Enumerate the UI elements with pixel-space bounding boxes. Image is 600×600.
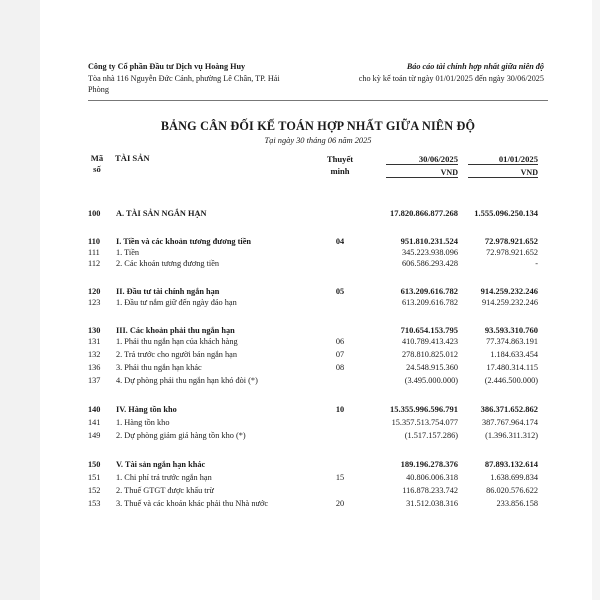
row-value-current: 15.357.513.754.077 (391, 418, 458, 427)
row-label: 2. Các khoản tương đương tiền (116, 259, 220, 268)
row-value-prior: 914.259.232.246 (481, 298, 538, 307)
row-label: 4. Dự phòng phải thu ngắn hạn khó đòi (*) (116, 376, 258, 385)
row-note: 05 (335, 287, 345, 296)
row-value-current: 40.806.006.318 (406, 473, 458, 482)
row-code: 137 (88, 376, 101, 385)
table-row (88, 459, 548, 470)
row-value-prior: (2.446.500.000) (484, 376, 538, 385)
table-row (88, 208, 548, 219)
row-value-prior: - (535, 259, 538, 268)
row-label: 1. Hàng tồn kho (116, 418, 170, 427)
row-value-prior: 233.856.158 (496, 499, 538, 508)
viewer-right-margin (592, 0, 600, 600)
row-note: 08 (335, 363, 345, 372)
table-row (88, 236, 548, 247)
table-row (88, 485, 548, 496)
row-note: 15 (335, 473, 345, 482)
row-label: 1. Đầu tư nắm giữ đến ngày đáo hạn (116, 298, 237, 307)
row-value-prior: 77.374.863.191 (486, 337, 538, 346)
row-code: 141 (88, 418, 101, 427)
company-address-line2: Phòng (88, 85, 109, 94)
row-value-current: 31.512.038.316 (406, 499, 458, 508)
row-code: 100 (88, 209, 101, 218)
column-currency-current: VND (440, 168, 458, 177)
row-code: 136 (88, 363, 101, 372)
row-value-prior: 1.184.633.454 (490, 350, 538, 359)
row-label: 1. Tiền (116, 248, 140, 257)
row-value-prior: 386.371.652.862 (480, 404, 538, 414)
table-row (88, 247, 548, 258)
row-value-current: (3.495.000.000) (404, 376, 458, 385)
company-address: Tòa nhà 116 Nguyễn Đức Cảnh, phường Lê Chân, TP. Hải (88, 74, 280, 83)
table-row (88, 286, 548, 297)
row-label: III. Các khoản phải thu ngắn hạn (116, 326, 235, 335)
row-note: 06 (335, 337, 345, 346)
row-value-prior: 72.978.921.652 (486, 248, 538, 257)
row-code: 153 (88, 499, 101, 508)
row-code: 111 (88, 248, 100, 257)
row-value-current: 613.209.616.782 (400, 286, 458, 296)
table-row (88, 349, 548, 360)
row-code: 140 (88, 405, 101, 414)
column-divider (386, 177, 458, 178)
row-value-prior: 17.480.314.115 (486, 363, 538, 372)
row-value-current: 606.586.293.428 (401, 259, 458, 268)
row-value-prior: 72.978.921.652 (484, 236, 538, 246)
table-row (88, 362, 548, 373)
column-divider (468, 177, 538, 178)
row-code: 150 (88, 460, 101, 469)
row-note: 20 (335, 499, 345, 508)
row-value-prior: (1.396.311.312) (485, 431, 538, 440)
row-label: 3. Thuế và các khoản khác phải thu Nhà nước (116, 499, 269, 508)
row-value-current: 345.223.938.096 (401, 248, 458, 257)
row-label: 2. Thuế GTGT được khấu trừ (116, 486, 214, 495)
table-row (88, 430, 548, 441)
column-header-date-current: 30/06/2025 (418, 154, 458, 164)
table-row (88, 417, 548, 428)
row-value-prior: 1.555.096.250.134 (474, 208, 538, 218)
row-code: 112 (88, 259, 101, 268)
row-label: 1. Chi phí trả trước ngắn hạn (116, 473, 212, 482)
row-value-current: 24.548.915.360 (406, 363, 458, 372)
table-row (88, 325, 548, 336)
column-header-note: Thuyết minh (326, 154, 354, 176)
report-type: Báo cáo tài chính hợp nhất giữa niên độ (406, 62, 544, 71)
row-label: A. TÀI SẢN NGẮN HẠN (116, 209, 207, 218)
row-value-current: 951.810.231.524 (400, 236, 458, 246)
column-header-assets: TÀI SẢN (115, 153, 150, 163)
column-header-date-prior: 01/01/2025 (498, 154, 538, 164)
row-code: 131 (88, 337, 101, 346)
table-row (88, 336, 548, 347)
row-value-current: 278.810.825.012 (401, 350, 458, 359)
reporting-period: cho kỳ kế toán từ ngày 01/01/2025 đến ngày 30/06/2025 (358, 74, 544, 83)
row-label: 1. Phải thu ngắn hạn của khách hàng (116, 337, 238, 346)
row-value-current: 15.355.996.596.791 (390, 404, 458, 414)
row-label: I. Tiền và các khoản tương đương tiền (116, 237, 252, 246)
column-divider (468, 164, 538, 165)
row-label: V. Tài sản ngắn hạn khác (116, 460, 206, 469)
row-label: 3. Phải thu ngắn hạn khác (116, 363, 202, 372)
row-code: 130 (88, 326, 101, 335)
row-value-current: 17.820.866.877.268 (390, 208, 458, 218)
row-note: 10 (335, 405, 345, 414)
row-label: 2. Dự phòng giảm giá hàng tồn kho (*) (116, 431, 246, 440)
row-value-prior: 86.020.576.622 (486, 486, 538, 495)
row-code: 151 (88, 473, 101, 482)
row-value-current: 613.209.616.782 (401, 298, 458, 307)
row-code: 152 (88, 486, 101, 495)
row-value-prior: 93.593.310.760 (484, 325, 538, 335)
table-row (88, 404, 548, 415)
row-code: 149 (88, 431, 101, 440)
table-row (88, 498, 548, 509)
page-title: BẢNG CÂN ĐỐI KẾ TOÁN HỢP NHẤT GIỮA NIÊN ĐỘ (160, 119, 476, 133)
table-row (88, 472, 548, 483)
row-value-current: 710.654.153.795 (400, 325, 458, 335)
column-header-code: Mã số (90, 153, 104, 174)
column-currency-prior: VND (520, 168, 538, 177)
table-row (88, 375, 548, 386)
row-note: 07 (335, 350, 345, 359)
company-name: Công ty Cổ phần Đầu tư Dịch vụ Hoàng Huy (88, 62, 246, 71)
row-code: 132 (88, 350, 101, 359)
row-value-current: 410.789.413.423 (401, 337, 458, 346)
column-divider (386, 164, 458, 165)
row-label: 2. Trả trước cho người bán ngắn hạn (116, 350, 238, 359)
table-row (88, 297, 548, 308)
row-label: IV. Hàng tồn kho (116, 405, 177, 414)
header-divider (88, 100, 548, 101)
page-subtitle: Tại ngày 30 tháng 06 năm 2025 (264, 136, 372, 145)
viewer-left-margin (0, 0, 40, 600)
row-value-prior: 387.767.964.174 (481, 418, 538, 427)
row-value-current: 189.196.278.376 (400, 459, 458, 469)
row-value-current: (1.517.157.286) (404, 431, 458, 440)
row-value-prior: 87.893.132.614 (484, 459, 538, 469)
row-value-prior: 1.638.699.834 (490, 473, 538, 482)
row-label: II. Đầu tư tài chính ngắn hạn (116, 287, 220, 296)
row-value-prior: 914.259.232.246 (480, 286, 538, 296)
row-value-current: 116.878.233.742 (402, 486, 458, 495)
row-code: 123 (88, 298, 101, 307)
table-row (88, 258, 548, 269)
row-note: 04 (335, 237, 345, 246)
row-code: 110 (88, 237, 100, 246)
row-code: 120 (88, 287, 101, 296)
